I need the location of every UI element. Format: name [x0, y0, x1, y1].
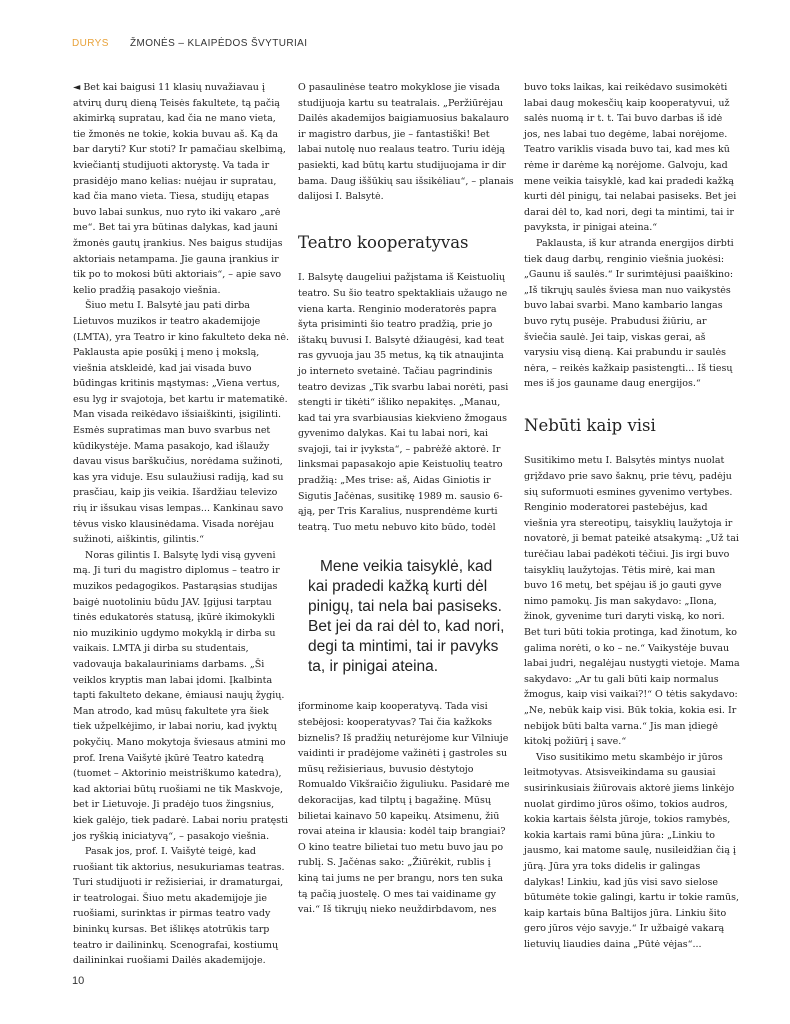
- subheading-nebuti-kaip-visi: Nebūti kaip visi: [524, 415, 656, 435]
- running-header: [72, 38, 307, 49]
- paragraph: Šiuo metu I. Balsytė jau pati dirba Lietuvos muzikos ir teatro akademijoje (LMTA), yra Teatro ir kino fakulteto deka nė. Paklausta apie posūkį į meno į mokslą, viešnia atskleidė, kad jai visada buvo būdingas kritinis mąstymas: „Viena vertus, esu lyg ir svajotoja, bet kartu ir matematikė. Man visada reikėdavo išsiaiškinti, įsigilinti. Esmės supratimas man buvo svarbus net kūdikystėje. Mama pasakojo, kad išlaužy davau visus barškučius, norėdama sužinoti, kas yra viduje. Esu sulaužiusi radiją, kad su prasčiau, kaip jis veikia. Išardžiau televizo rių ir išsukau visas lempas... Kankinau savo tėvus visko klausinėdama. Visada norėjau sužinoti, aiškintis, gilintis.“: [73, 300, 289, 546]
- paragraph: įforminome kaip kooperatyvą. Tada visi stebėjosi: kooperatyvas? Tai čia kažkoks biznelis? Iš pradžių neturėjome kur Vilniuje vaidinti ir pradėjome važinėti į gastroles su mūsų režisieriaus, buvusio dėstytojo Romualdo Vikšraičio žiguliuku. Pasidarė me dekoracijas, kad tilptų į bagažinę. Mūsų bilietai kainavo 50 kapeikų. Atsimenu, žiū rovai ateina ir klausia: kodėl taip brangiai? O kino teatre bilietai tuo metu buvo jau po rublį. S. Jačėnas sako: „Žiūrėkit, rublis į kiną tai jums ne per brangu, nors ten suka tą pačią juostelę. O mes tai vaidiname gy vai.“ Iš tikrųjų nieko neuždirbdavom, nes: [298, 701, 510, 916]
- article-column-1: [73, 80, 289, 969]
- article-column-3: [524, 80, 740, 952]
- paragraph: O pasaulinėse teatro mokyklose jie visada studijuoja kartu su teatralais. „Peržiūrėjau Dailės akademijos baigiamuosius bakalauro ir magistro darbus, jie – fantastiški! Bet labai nutolę nuo realaus teatro. Turiu idėją pasiekti, kad būtų kartu studijuojama ir dir bama. Daug iššūkių sau išsikėliau“, – planais dalijosi I. Balsytė.: [298, 82, 514, 203]
- paragraph: Paklausta, iš kur atranda energijos dirbti tiek daug darbų, renginio viešnia juokėsi: „Gaunu iš saulės.“ Ir surimtėjusi paaiškino: „Iš tikrųjų saulės šviesa man nuo vaikystės buvo labai svarbi. Mano kambario langas buvo rytų pusėje. Prabudusi žiūriu, ar šviečia saulė. Jei taip, viskas gerai, aš varysiu visą dieną. Kai prabundu ir saulės nėra, – reikės kažkaip pasistengti... Iš tiesų mes iš jos gauname daug energijos.“: [524, 237, 734, 390]
- paragraph: ◄ Bet kai baigusi 11 klasių nuvažiavau į atvirų durų dieną Teisės fakultete, tą pačią akimirką supratau, kad čia ne mano vieta, tie žmonės ne tokie, kokia buvau aš. Ką da bar daryti? Kur stoti? Ir pamačiau skelbimą, kviečiantį studijuoti aktorystę. Va tada ir prasidėjo mano kelias: nuėjau ir supratau, kad čia mano vieta. Tiesa, studijų etapas buvo labai sunkus, nuo ryto iki vakaro „arė me“. Bet tai yra būtinas dalykas, kad jauni žmonės gautų įrankius. Nes baigus studijas aktoriais netampama. Jie gauna įrankius ir tik po to mokosi būti aktoriais“, – apie savo kelio pradžią pasakojo viešnia.: [73, 82, 286, 296]
- section-title: ŽMONĖS – KLAIPĖDOS ŠVYTURIAI: [130, 38, 308, 49]
- paragraph: Viso susitikimo metu skambėjo ir jūros leitmotyvas. Atsisveikindama su gausiai susirinkusiais žiūrovais aktorė jiems linkėjo nuolat girdimo jūros ošimo, tokios audros, kokia kartais šėlsta jūroje, tokios ramybės, kokia kartais rami būna jūra: „Linkiu to jausmo, kai matome saulę, nusileidžian čią į jūrą. Jūra yra toks didelis ir galingas dalykas! Linkiu, kad jūs visi savo sielose būtumėte tokie galingi, kartu ir tokie ramūs, kaip kartais būna Baltijos jūra. Linkiu šito gero jūros vėjo savyje.“ Ir užbaigė vakarą lietuvių liaudies daina „Pūtė vėjas“...: [524, 751, 740, 950]
- paragraph: Noras gilintis I. Balsytę lydi visą gyveni mą. Ji turi du magistro diplomus – teatro ir muzikos pedagogikos. Pastarąsias studijas baigė nuotoliniu būdu JAV. Įgijusi tarptau tinės edukatorės statusą, įkūrė ikimokykli nio muzikinio ugdymo mokyklą ir dirba su vaikais. LMTA ji dirba su studentais, vadovauja bakalauriniams darbams. „Ši veiklos kryptis man labai įdomi. Įkalbinta tapti fakulteto dekane, ėmiausi naujų žygių. Man atrodo, kad mūsų fakultete yra šiek tiek užpelkėjimo, ir labai noriu, kad įvyktų pokyčių. Mano mokytoja šviesaus atmini mo prof. Irena Vaišytė įkūrė Teatro katedrą (tuomet – Aktorinio meistriškumo katedra), kad aktoriai būtų ruošiami ne tik Maskvoje, bet ir Lietuvoje. Ji pradėjo tuos žingsnius, kiek galėjo, tiek padarė. Labai noriu pratęsti jos ryškią iniciatyvą“, – pasakojo viešnia.: [73, 549, 289, 842]
- paragraph: buvo toks laikas, kai reikėdavo susimokėti labai daug mokesčių kaip kooperatyvui, už salės nuomą ir t. t. Tai buvo darbas iš idė jos, nes labai tuo degėme, labai norėjome. Teatro variklis visada buvo tai, kad mes kū rėme ir darėme ką norėjome. Galvoju, kad mene veikia taisyklė, kad kai pradedi kažką kurti dėl pinigų, tai nelabai pasiseks. Bet jei darai dėl to, kad nori, degi ta mintimi, tai ir pavyksta, ir pinigai ateina.“: [524, 82, 737, 234]
- paragraph: Susitikimo metu I. Balsytės mintys nuolat grįždavo prie savo šaknų, prie tėvų, padėju sių suformuoti esmines gyvenimo vertybes. Renginio moderatorei pastebėjus, kad viešnia yra stereotipų, taisyklių laužytoja ir novatorė, ji bemat pateikė atsakymą: „Už tai turėčiau labai padėkoti tėčiui. Jis irgi buvo taisyklių laužytojas. Tėtis mirė, kai man buvo 16 metų, bet spėjau iš jo gauti gyve nimo pamokų. Jis man sakydavo: „Ilona, žinok, gyvenime turi daryti viską, ko nori. Bet turi būti tokia protinga, kad žinotum, ko galima norėti, o ko – ne.“ Vaikystėje buvau labai judri, negalėjau nustygti vietoje. Mama sakydavo: „Ar tu gali būti kaip normalus žmogus, kaip visi vaikai?!“ O tėtis sakydavo: „Ne, nebūk kaip visi. Būk tokia, kokia esi. Ir nebijok būti balta varna.“ Jis man įdiegė kitokį požiūrį į save.“: [524, 455, 740, 748]
- magazine-brand: DURYS: [72, 38, 109, 49]
- page-number: 10: [72, 975, 85, 987]
- subheading-teatro-kooperatyvas: Teatro kooperatyvas: [298, 232, 469, 252]
- article-column-2: [298, 80, 514, 918]
- pull-quote: Mene veikia taisyklė, kad kai pradedi kažką kurti dėl pinigų, tai nela bai pasiseks. Bet jei da rai dėl to, kad nori, degi ta mintimi, tai ir pavyks ta, ir pinigai ateina.: [308, 558, 505, 676]
- paragraph: I. Balsytę daugeliui pažįstama iš Keistuolių teatro. Su šio teatro spektakliais užaugo ne viena karta. Renginio moderatorės papra šyta prisiminti šio teatro pradžią, prie jo ištakų buvusi I. Balsytė džiaugėsi, kad teat ras gyvuoja jau 35 metus, ką tik atnaujinta jo interneto svetainė. Tačiau pagrindinis teatro devizas „Tik svarbu labai norėti, pasi stengti ir tikėti“ išliko nepakitęs. „Manau, kad tai yra svarbiausias kiekvieno žmogaus gyvenimo dalykas. Kai tu labai nori, kai svajoji, tai ir įvyksta“, – pabrėžė aktorė. Ir linksmai papasakojo apie Keistuolių teatro pradžią: „Mes trise: aš, Aidas Giniotis ir Sigutis Jačėnas, susitikę 1989 m. sausio 6-ąją, per Tris Karalius, nusprendėme kurti teatrą. Tuo metu nebuvo kito būdo, todėl: [298, 272, 509, 533]
- paragraph: Pasak jos, prof. I. Vaišytė teigė, kad ruošiant tik aktorius, nesukuriamas teatras. Turi studijuoti ir režisieriai, ir dramaturgai, ir teatrologai. Šiuo metu akademijoje jie ruošiami, surinktas ir pirmas teatro vady bininkų kursas. Bet išlikęs atotrūkis tarp teatro ir dailininkų. Scenografai, kostiumų dailininkai ruošiami Dailės akademijoje.: [73, 846, 285, 967]
